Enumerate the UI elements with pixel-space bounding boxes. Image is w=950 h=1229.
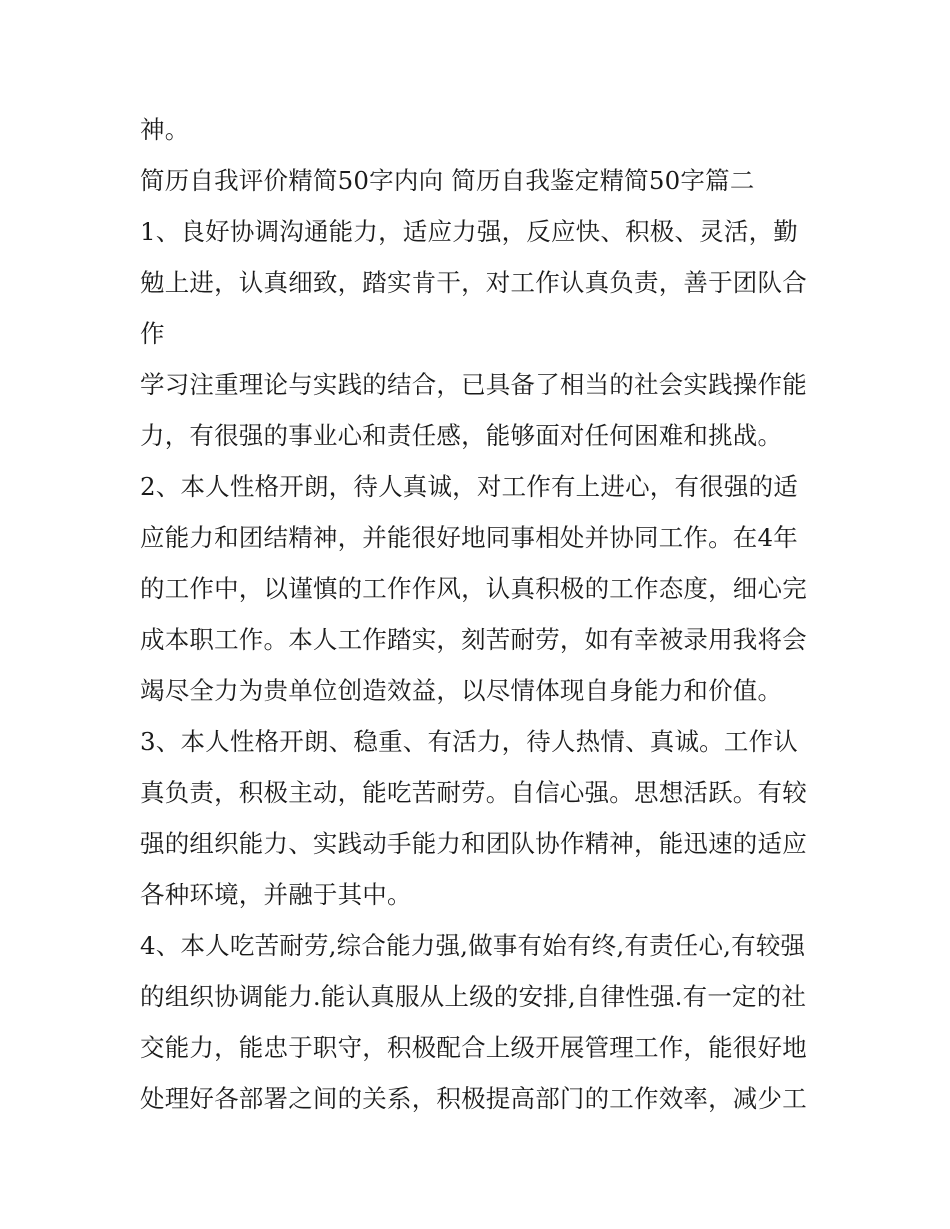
text-line: 各种环境，并融于其中。 — [140, 880, 412, 909]
text-line: 应能力和团结精神，并能很好地同事相处并协同工作。在4年 — [140, 523, 798, 552]
text-line: 4、本人吃苦耐劳,综合能力强,做事有始有终,有责任心,有较强 — [140, 931, 806, 960]
text-line: 强的组织能力、实践动手能力和团队协作精神，能迅速的适应 — [140, 829, 807, 858]
text-line: 力，有很强的事业心和责任感，能够面对任何困难和挑战。 — [140, 421, 783, 450]
text-line: 神。 — [140, 115, 190, 144]
text-line: 真负责，积极主动，能吃苦耐劳。自信心强。思想活跃。有较 — [140, 778, 807, 807]
text-line: 作 — [140, 319, 165, 348]
text-line: 交能力，能忠于职守，积极配合上级开展管理工作，能很好地 — [140, 1033, 807, 1062]
text-line: 的工作中，以谨慎的工作作风，认真积极的工作态度，细心完 — [140, 574, 807, 603]
text-line: 的组织协调能力.能认真服从上级的安排,自律性强.有一定的社 — [140, 982, 807, 1011]
text-line: 2、本人性格开朗，待人真诚，对工作有上进心，有很强的适 — [140, 472, 798, 501]
text-line: 处理好各部署之间的关系，积极提高部门的工作效率，减少工 — [140, 1084, 807, 1113]
text-line: 成本职工作。本人工作踏实，刻苦耐劳，如有幸被录用我将会 — [140, 625, 807, 654]
text-line: 学习注重理论与实践的结合，已具备了相当的社会实践操作能 — [140, 370, 807, 399]
text-line: 1、良好协调沟通能力，适应力强，反应快、积极、灵活，勤 — [140, 217, 798, 246]
text-line: 竭尽全力为贵单位创造效益，以尽情体现自身能力和价值。 — [140, 676, 783, 705]
text-line: 3、本人性格开朗、稳重、有活力，待人热情、真诚。工作认 — [140, 727, 798, 756]
text-line: 勉上进，认真细致，踏实肯干，对工作认真负责，善于团队合 — [140, 268, 807, 297]
section-heading: 简历自我评价精简50字内向 简历自我鉴定精简50字篇二 — [140, 166, 755, 195]
